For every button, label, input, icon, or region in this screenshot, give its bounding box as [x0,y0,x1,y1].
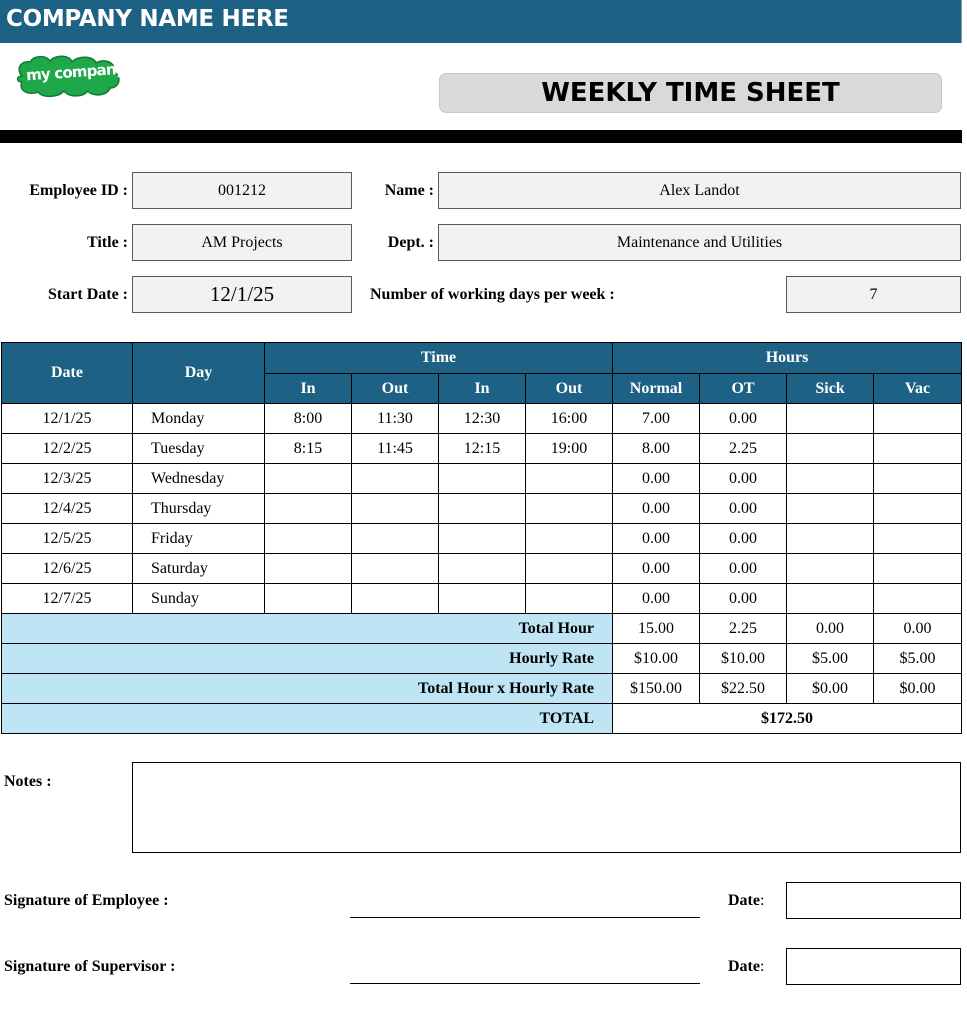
product-vac: $0.00 [874,674,962,704]
cell-normal: 0.00 [613,464,700,494]
column-header-vac: Vac [874,374,962,404]
cell-day: Sunday [133,584,265,614]
cell-date[interactable]: 12/1/25 [2,404,133,434]
start-date-label: Start Date : [48,286,128,303]
cell-vac[interactable] [874,524,962,554]
cell-ot: 0.00 [700,404,787,434]
hourly-rate-label: Hourly Rate [2,644,613,674]
rate-sick[interactable]: $5.00 [787,644,874,674]
product-sick: $0.00 [787,674,874,704]
employee-date-label [728,892,764,910]
timesheet-table [1,342,962,734]
date-label-text: Date [728,958,760,975]
dept-field[interactable]: Maintenance and Utilities [438,224,961,261]
cell-date[interactable]: 12/5/25 [2,524,133,554]
product-label: Total Hour x Hourly Rate [2,674,613,704]
cell-in-2[interactable] [439,524,526,554]
page-title: WEEKLY TIME SHEET [541,78,840,108]
cell-ot: 2.25 [700,434,787,464]
notes-field[interactable] [132,762,961,853]
cell-normal: 0.00 [613,584,700,614]
cell-in-1[interactable] [265,554,352,584]
cell-in-1[interactable] [265,524,352,554]
cell-in-1[interactable] [265,584,352,614]
cell-vac[interactable] [874,554,962,584]
cell-out-2[interactable] [526,554,613,584]
table-row [2,584,962,614]
cell-vac[interactable] [874,404,962,434]
cell-sick[interactable] [787,584,874,614]
logo-text: my company [25,59,126,85]
total-hour-normal: 15.00 [613,614,700,644]
header-divider [0,130,962,143]
cell-date[interactable]: 12/2/25 [2,434,133,464]
cell-out-1[interactable] [352,464,439,494]
cell-out-2[interactable] [526,584,613,614]
column-header-date: Date [2,343,133,404]
cell-sick[interactable] [787,404,874,434]
table-row [2,494,962,524]
cell-out-1[interactable] [352,524,439,554]
cell-vac[interactable] [874,584,962,614]
cell-out-2[interactable] [526,494,613,524]
name-label: Name : [384,182,434,199]
cell-date[interactable]: 12/3/25 [2,464,133,494]
cell-in-1[interactable] [265,494,352,524]
title-field[interactable]: AM Projects [132,224,352,261]
table-row [2,464,962,494]
cell-out-1[interactable] [352,554,439,584]
date-label-colon: : [759,958,765,975]
employee-id-label: Employee ID : [29,182,128,199]
column-header-ot: OT [700,374,787,404]
hourly-rate-row [2,644,962,674]
column-header-in-1: In [265,374,352,404]
cell-in-2[interactable] [439,584,526,614]
rate-vac[interactable]: $5.00 [874,644,962,674]
cell-in-2[interactable]: 12:30 [439,404,526,434]
table-row [2,404,962,434]
signature-employee-label: Signature of Employee : [4,892,169,909]
cell-day: Tuesday [133,434,265,464]
cell-vac[interactable] [874,464,962,494]
cell-in-1[interactable]: 8:00 [265,404,352,434]
product-normal: $150.00 [613,674,700,704]
cell-in-2[interactable] [439,464,526,494]
table-row [2,524,962,554]
grand-total-value: $172.50 [613,704,962,734]
cell-normal: 8.00 [613,434,700,464]
cell-day: Wednesday [133,464,265,494]
cell-sick[interactable] [787,434,874,464]
cell-sick[interactable] [787,524,874,554]
cell-out-1[interactable]: 11:45 [352,434,439,464]
product-ot: $22.50 [700,674,787,704]
cell-normal: 0.00 [613,524,700,554]
table-row [2,554,962,584]
cell-date[interactable]: 12/7/25 [2,584,133,614]
cell-day: Monday [133,404,265,434]
rate-ot[interactable]: $10.00 [700,644,787,674]
cell-ot: 0.00 [700,584,787,614]
cell-out-2[interactable] [526,524,613,554]
grand-total-label: TOTAL [2,704,613,734]
cell-in-1[interactable]: 8:15 [265,434,352,464]
cell-in-2[interactable]: 12:15 [439,434,526,464]
cell-in-1[interactable] [265,464,352,494]
cell-day: Thursday [133,494,265,524]
cell-sick[interactable] [787,494,874,524]
grand-total-row [2,704,962,734]
rate-normal[interactable]: $10.00 [613,644,700,674]
product-row [2,674,962,704]
supervisor-date-field[interactable] [786,948,961,985]
total-hour-vac: 0.00 [874,614,962,644]
start-date-field[interactable]: 12/1/25 [132,276,352,313]
cell-normal: 0.00 [613,554,700,584]
date-label-colon: : [759,892,765,909]
supervisor-date-label [728,958,764,976]
name-field[interactable]: Alex Landot [438,172,961,209]
cell-date[interactable]: 12/6/25 [2,554,133,584]
group-header-hours: Hours [613,343,962,374]
cell-out-2[interactable]: 16:00 [526,404,613,434]
cell-day: Friday [133,524,265,554]
employee-date-field[interactable] [786,882,961,919]
cell-out-1[interactable] [352,584,439,614]
total-hour-row [2,614,962,644]
cell-ot: 0.00 [700,554,787,584]
cell-vac[interactable] [874,434,962,464]
cell-day: Saturday [133,554,265,584]
total-hour-ot: 2.25 [700,614,787,644]
cell-out-1[interactable] [352,494,439,524]
signature-supervisor-line[interactable] [350,983,700,984]
cell-in-2[interactable] [439,554,526,584]
cell-sick[interactable] [787,554,874,584]
company-name: COMPANY NAME HERE [6,6,289,32]
cell-sick[interactable] [787,464,874,494]
employee-id-field[interactable]: 001212 [132,172,352,209]
cell-vac[interactable] [874,494,962,524]
title-label: Title : [86,234,128,251]
column-header-in-2: In [439,374,526,404]
total-hour-label: Total Hour [2,614,613,644]
working-days-field[interactable]: 7 [786,276,961,313]
group-header-time: Time [265,343,613,374]
column-header-day: Day [133,343,265,404]
date-label-text: Date [728,892,760,909]
cell-out-1[interactable]: 11:30 [352,404,439,434]
cell-normal: 0.00 [613,494,700,524]
column-header-out-2: Out [526,374,613,404]
notes-label: Notes : [4,773,52,790]
cell-normal: 7.00 [613,404,700,434]
cell-out-2[interactable]: 19:00 [526,434,613,464]
cell-ot: 0.00 [700,524,787,554]
cell-out-2[interactable] [526,464,613,494]
cell-ot: 0.00 [700,464,787,494]
table-row [2,434,962,464]
cell-in-2[interactable] [439,494,526,524]
signature-employee-line[interactable] [350,917,700,918]
column-header-sick: Sick [787,374,874,404]
column-header-out-1: Out [352,374,439,404]
column-header-normal: Normal [613,374,700,404]
total-hour-sick: 0.00 [787,614,874,644]
signature-supervisor-label: Signature of Supervisor : [4,958,176,975]
cell-ot: 0.00 [700,494,787,524]
cell-date[interactable]: 12/4/25 [2,494,133,524]
working-days-label: Number of working days per week : [370,286,615,303]
dept-label: Dept. : [387,234,434,251]
